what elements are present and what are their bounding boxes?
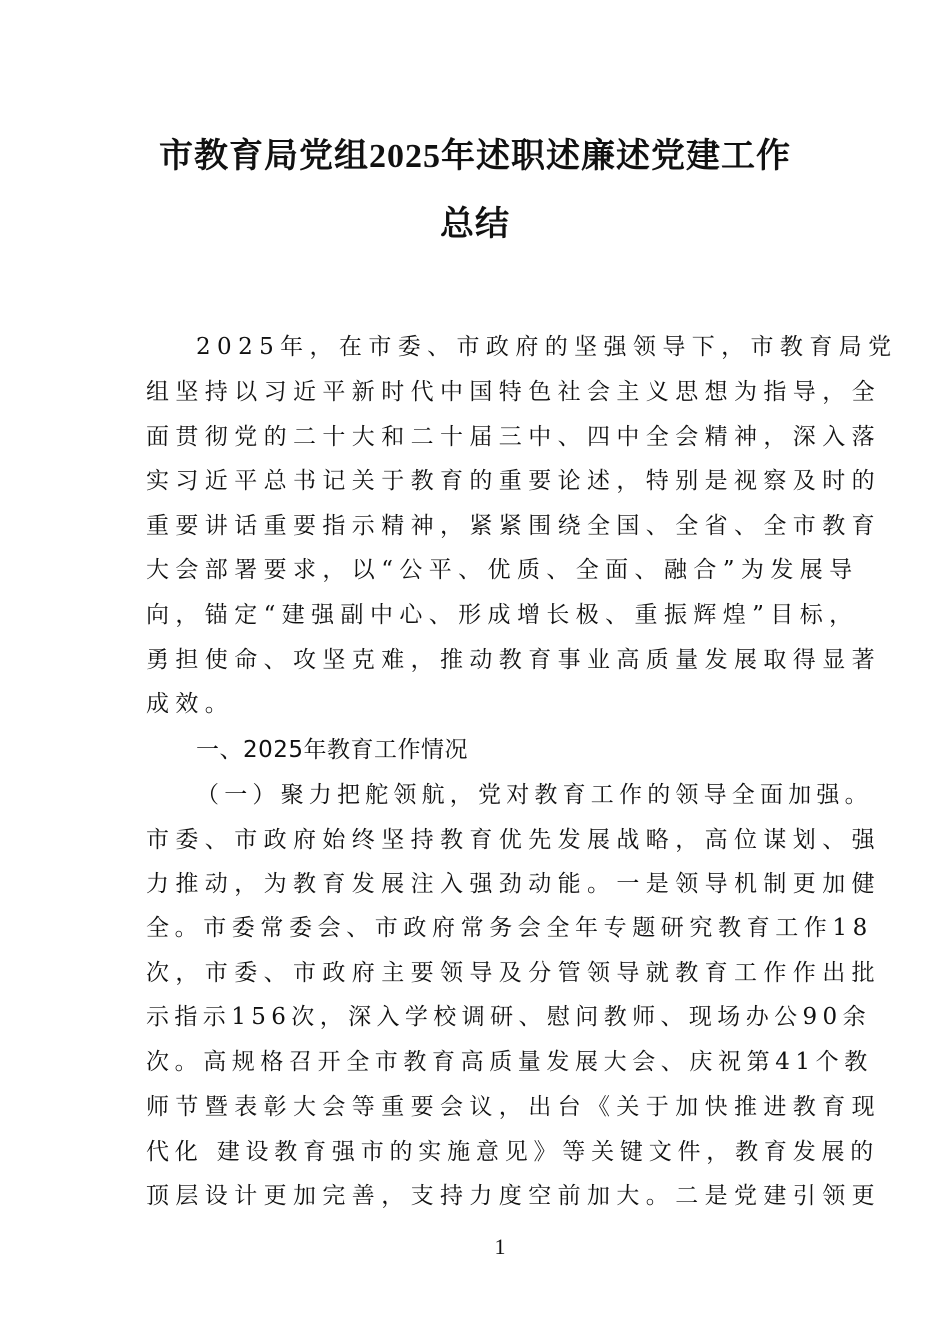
text-line: 次，市委、市政府主要领导及分管领导就教育工作作出批 xyxy=(146,960,881,986)
text-line: 向，锚定“建强副中心、形成增长极、重振辉煌”目标， xyxy=(146,602,859,628)
section-heading: 一、2025年教育工作情况 xyxy=(196,737,469,763)
text-line: 师节暨表彰大会等重要会议，出台《关于加快推进教育现 xyxy=(146,1094,881,1120)
text-line: 示指示156次，深入学校调研、慰问教师、现场办公90余 xyxy=(146,1004,871,1030)
page-number: 1 xyxy=(494,1234,506,1259)
text-line: 实习近平总书记关于教育的重要论述，特别是视察及时的 xyxy=(146,468,881,494)
text-line: 次。高规格召开全市教育高质量发展大会、庆祝第41个教 xyxy=(146,1049,873,1075)
text-line: 全。市委常委会、市政府常务会全年专题研究教育工作18 xyxy=(146,915,873,941)
text-line: 大会部署要求，以“公平、优质、全面、融合”为发展导 xyxy=(146,557,859,583)
text-line: 面贯彻党的二十大和二十届三中、四中全会精神，深入落 xyxy=(146,424,881,450)
text-line: 力推动，为教育发展注入强劲动能。一是领导机制更加健 xyxy=(146,871,881,897)
subsection-heading: （一）聚力把舵领航，党对教育工作的领导全面加强。 xyxy=(196,782,873,808)
text-line: 组坚持以习近平新时代中国特色社会主义思想为指导，全 xyxy=(146,379,881,405)
text-line: 2025年，在市委、市政府的坚强领导下，市教育局党 xyxy=(196,334,898,360)
text-line: 勇担使命、攻坚克难，推动教育事业高质量发展取得显著 xyxy=(146,647,881,673)
text-line: 重要讲话重要指示精神，紧紧围绕全国、全省、全市教育 xyxy=(146,513,881,539)
document-title-line-1: 市教育局党组2025年述职述廉述党建工作 xyxy=(159,138,791,175)
text-line: 代化 建设教育强市的实施意见》等关键文件，教育发展的 xyxy=(146,1139,880,1165)
text-line: 成效。 xyxy=(146,691,235,717)
text-line: 顶层设计更加完善，支持力度空前加大。二是党建引领更 xyxy=(146,1183,881,1209)
document-title-line-2: 总结 xyxy=(440,206,510,243)
text-line: 市委、市政府始终坚持教育优先发展战略，高位谋划、强 xyxy=(146,827,881,853)
